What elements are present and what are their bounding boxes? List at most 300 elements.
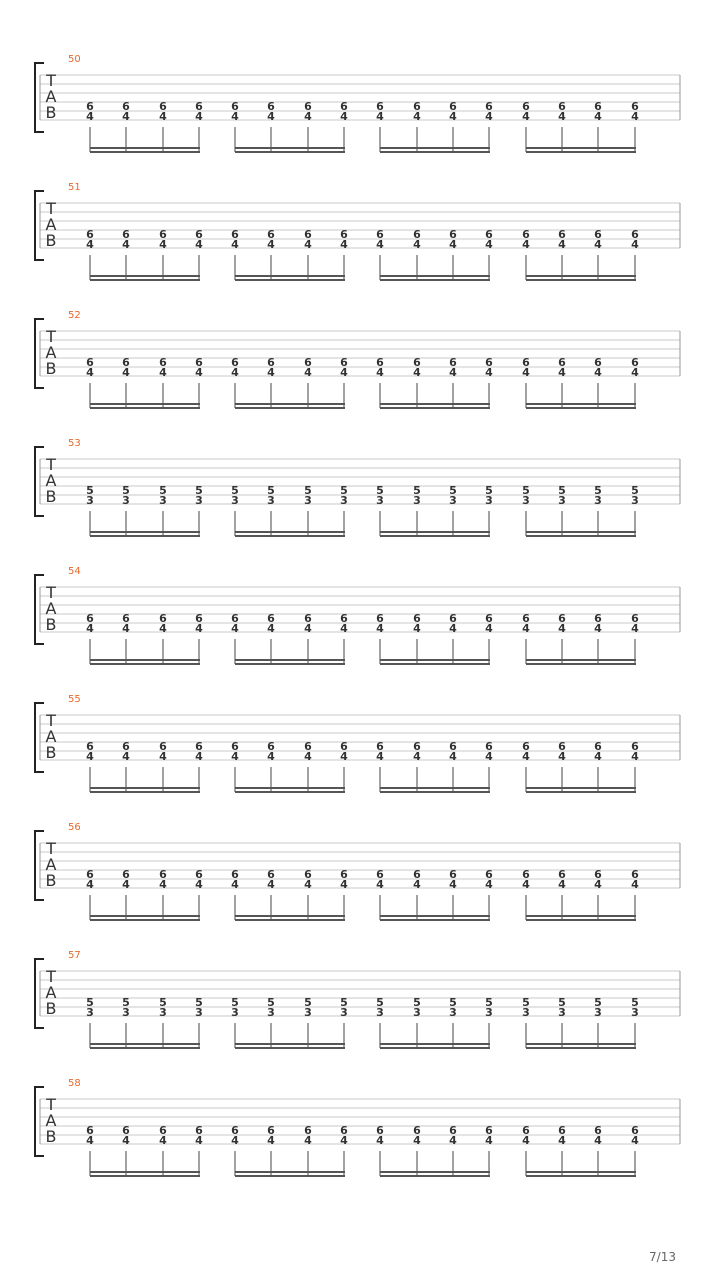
- fret-number-upper: 5: [86, 996, 94, 1009]
- fret-number-lower: 4: [195, 110, 203, 123]
- fret-number-upper: 5: [159, 996, 167, 1009]
- beam-primary: [235, 147, 345, 149]
- fret-number-upper: 6: [267, 1124, 275, 1137]
- fret-number-upper: 6: [195, 612, 203, 625]
- fret-number-upper: 5: [485, 996, 493, 1009]
- fret-number-lower: 4: [340, 1134, 348, 1147]
- fret-number-upper: 6: [449, 868, 457, 881]
- fret-number-lower: 4: [195, 878, 203, 891]
- fret-number-lower: 3: [376, 1006, 384, 1019]
- beam-secondary: [380, 1047, 490, 1049]
- fret-number-lower: 4: [304, 238, 312, 251]
- fret-number-upper: 6: [485, 356, 493, 369]
- fret-number-lower: 4: [340, 878, 348, 891]
- fret-number-upper: 6: [159, 612, 167, 625]
- fret-number-lower: 4: [159, 1134, 167, 1147]
- fret-number-upper: 5: [631, 484, 639, 497]
- fret-number-upper: 5: [267, 996, 275, 1009]
- fret-number-upper: 6: [631, 356, 639, 369]
- tab-clef-letter: T: [46, 839, 56, 858]
- beam-secondary: [235, 1175, 345, 1177]
- beam-secondary: [526, 535, 636, 537]
- fret-number-lower: 4: [122, 366, 130, 379]
- beam-primary: [380, 1171, 490, 1173]
- beam-secondary: [380, 663, 490, 665]
- tab-clef-letter: A: [45, 599, 57, 618]
- fret-number-upper: 6: [413, 868, 421, 881]
- beam-secondary: [526, 151, 636, 153]
- fret-number-upper: 6: [86, 612, 94, 625]
- fret-number-upper: 6: [304, 356, 312, 369]
- beam-secondary: [90, 663, 200, 665]
- tab-clef-letter: T: [46, 583, 56, 602]
- fret-number-lower: 4: [522, 238, 530, 251]
- fret-number-upper: 6: [304, 868, 312, 881]
- fret-number-upper: 5: [304, 484, 312, 497]
- tab-clef-letter: B: [45, 103, 57, 122]
- fret-number-upper: 5: [522, 484, 530, 497]
- fret-number-upper: 6: [522, 228, 530, 241]
- fret-number-upper: 6: [449, 228, 457, 241]
- fret-number-upper: 5: [522, 996, 530, 1009]
- fret-number-lower: 3: [449, 494, 457, 507]
- fret-number-lower: 4: [195, 1134, 203, 1147]
- beam-primary: [526, 659, 636, 661]
- fret-number-upper: 6: [485, 228, 493, 241]
- beam-primary: [90, 531, 200, 533]
- fret-number-lower: 4: [86, 1134, 94, 1147]
- fret-number-upper: 6: [594, 100, 602, 113]
- fret-number-lower: 4: [86, 878, 94, 891]
- fret-number-upper: 6: [304, 1124, 312, 1137]
- fret-number-upper: 6: [195, 740, 203, 753]
- tab-clef-letter: B: [45, 743, 57, 762]
- fret-number-lower: 3: [231, 494, 239, 507]
- fret-number-upper: 6: [122, 356, 130, 369]
- fret-number-upper: 6: [195, 100, 203, 113]
- fret-number-lower: 4: [558, 750, 566, 763]
- beam-secondary: [380, 407, 490, 409]
- beam-primary: [235, 275, 345, 277]
- beam-secondary: [235, 535, 345, 537]
- beam-secondary: [235, 663, 345, 665]
- fret-number-lower: 4: [558, 878, 566, 891]
- fret-number-lower: 4: [86, 110, 94, 123]
- fret-number-lower: 4: [522, 1134, 530, 1147]
- fret-number-upper: 6: [304, 612, 312, 625]
- fret-number-lower: 3: [86, 1006, 94, 1019]
- fret-number-upper: 6: [449, 612, 457, 625]
- fret-number-upper: 6: [594, 740, 602, 753]
- fret-number-upper: 6: [267, 740, 275, 753]
- fret-number-upper: 5: [558, 484, 566, 497]
- fret-number-upper: 5: [558, 996, 566, 1009]
- beam-secondary: [90, 407, 200, 409]
- fret-number-upper: 6: [631, 868, 639, 881]
- fret-number-upper: 6: [195, 356, 203, 369]
- fret-number-upper: 6: [594, 612, 602, 625]
- fret-number-lower: 4: [231, 366, 239, 379]
- fret-number-lower: 3: [195, 494, 203, 507]
- fret-number-lower: 3: [558, 494, 566, 507]
- fret-number-lower: 4: [267, 878, 275, 891]
- beam-primary: [380, 147, 490, 149]
- tab-clef-letter: A: [45, 983, 57, 1002]
- fret-number-upper: 6: [558, 612, 566, 625]
- beam-secondary: [90, 535, 200, 537]
- beam-primary: [235, 787, 345, 789]
- fret-number-lower: 4: [631, 878, 639, 891]
- fret-number-lower: 4: [86, 622, 94, 635]
- fret-number-lower: 3: [449, 1006, 457, 1019]
- fret-number-lower: 4: [231, 238, 239, 251]
- fret-number-upper: 6: [304, 100, 312, 113]
- fret-number-upper: 6: [86, 740, 94, 753]
- beam-secondary: [90, 151, 200, 153]
- fret-number-upper: 6: [594, 228, 602, 241]
- fret-number-upper: 6: [558, 228, 566, 241]
- fret-number-lower: 3: [195, 1006, 203, 1019]
- fret-number-lower: 4: [522, 366, 530, 379]
- fret-number-lower: 3: [413, 1006, 421, 1019]
- fret-number-lower: 4: [522, 750, 530, 763]
- beam-secondary: [526, 1175, 636, 1177]
- fret-number-upper: 6: [231, 356, 239, 369]
- fret-number-lower: 4: [304, 110, 312, 123]
- beam-secondary: [526, 1047, 636, 1049]
- fret-number-upper: 6: [485, 740, 493, 753]
- beam-primary: [235, 659, 345, 661]
- fret-number-lower: 4: [340, 238, 348, 251]
- fret-number-lower: 4: [267, 110, 275, 123]
- fret-number-upper: 6: [159, 1124, 167, 1137]
- fret-number-upper: 6: [449, 100, 457, 113]
- fret-number-lower: 3: [340, 494, 348, 507]
- fret-number-lower: 4: [485, 750, 493, 763]
- beam-secondary: [235, 919, 345, 921]
- fret-number-lower: 4: [304, 1134, 312, 1147]
- fret-number-upper: 6: [267, 356, 275, 369]
- fret-number-lower: 4: [376, 366, 384, 379]
- fret-number-lower: 4: [558, 366, 566, 379]
- fret-number-lower: 4: [231, 750, 239, 763]
- fret-number-upper: 6: [267, 868, 275, 881]
- fret-number-lower: 4: [86, 238, 94, 251]
- fret-number-upper: 5: [122, 996, 130, 1009]
- fret-number-upper: 5: [231, 484, 239, 497]
- fret-number-upper: 6: [340, 228, 348, 241]
- fret-number-lower: 4: [413, 878, 421, 891]
- fret-number-lower: 4: [376, 1134, 384, 1147]
- beam-primary: [526, 147, 636, 149]
- beam-primary: [90, 147, 200, 149]
- fret-number-lower: 3: [122, 494, 130, 507]
- beam-secondary: [90, 791, 200, 793]
- beam-secondary: [235, 1047, 345, 1049]
- tab-system: [35, 950, 680, 1049]
- fret-number-upper: 6: [86, 1124, 94, 1137]
- fret-number-lower: 4: [267, 238, 275, 251]
- fret-number-upper: 5: [449, 484, 457, 497]
- fret-number-lower: 4: [231, 110, 239, 123]
- beam-secondary: [380, 279, 490, 281]
- fret-number-upper: 6: [340, 612, 348, 625]
- tab-clef-letter: B: [45, 1127, 57, 1146]
- fret-number-lower: 4: [413, 622, 421, 635]
- fret-number-lower: 4: [304, 750, 312, 763]
- fret-number-upper: 6: [594, 356, 602, 369]
- tab-clef-letter: B: [45, 359, 57, 378]
- fret-number-upper: 6: [159, 740, 167, 753]
- beam-secondary: [380, 919, 490, 921]
- fret-number-upper: 6: [195, 228, 203, 241]
- fret-number-lower: 4: [304, 878, 312, 891]
- beam-primary: [235, 403, 345, 405]
- beam-primary: [526, 1043, 636, 1045]
- fret-number-lower: 4: [558, 110, 566, 123]
- fret-number-lower: 4: [340, 110, 348, 123]
- fret-number-upper: 6: [376, 612, 384, 625]
- fret-number-lower: 4: [631, 622, 639, 635]
- tab-clef-letter: T: [46, 455, 56, 474]
- fret-number-upper: 6: [86, 100, 94, 113]
- fret-number-lower: 4: [413, 750, 421, 763]
- fret-number-lower: 4: [522, 878, 530, 891]
- fret-number-upper: 6: [376, 356, 384, 369]
- beam-primary: [90, 659, 200, 661]
- fret-number-upper: 5: [231, 996, 239, 1009]
- fret-number-lower: 4: [376, 110, 384, 123]
- fret-number-lower: 3: [122, 1006, 130, 1019]
- fret-number-lower: 4: [267, 622, 275, 635]
- fret-number-lower: 4: [631, 238, 639, 251]
- fret-number-upper: 6: [340, 740, 348, 753]
- fret-number-lower: 3: [267, 1006, 275, 1019]
- fret-number-upper: 6: [376, 100, 384, 113]
- fret-number-lower: 3: [159, 494, 167, 507]
- beam-primary: [380, 275, 490, 277]
- fret-number-lower: 4: [195, 622, 203, 635]
- fret-number-lower: 4: [340, 622, 348, 635]
- fret-number-lower: 3: [413, 494, 421, 507]
- fret-number-upper: 6: [86, 228, 94, 241]
- beam-primary: [235, 531, 345, 533]
- fret-number-lower: 4: [522, 110, 530, 123]
- fret-number-lower: 4: [413, 1134, 421, 1147]
- fret-number-lower: 4: [304, 366, 312, 379]
- fret-number-upper: 6: [594, 868, 602, 881]
- fret-number-lower: 4: [594, 750, 602, 763]
- tab-clef-letter: A: [45, 471, 57, 490]
- tab-clef-letter: A: [45, 215, 57, 234]
- fret-number-upper: 6: [231, 740, 239, 753]
- fret-number-lower: 4: [122, 110, 130, 123]
- fret-number-upper: 6: [631, 100, 639, 113]
- fret-number-upper: 5: [122, 484, 130, 497]
- fret-number-upper: 6: [485, 1124, 493, 1137]
- fret-number-lower: 3: [304, 1006, 312, 1019]
- fret-number-upper: 6: [485, 868, 493, 881]
- fret-number-upper: 5: [195, 484, 203, 497]
- beam-secondary: [90, 919, 200, 921]
- measure-number: 51: [68, 182, 81, 193]
- tab-clef-letter: B: [45, 999, 57, 1018]
- fret-number-lower: 4: [558, 238, 566, 251]
- tab-system: [35, 694, 680, 793]
- fret-number-lower: 4: [376, 878, 384, 891]
- beam-secondary: [380, 151, 490, 153]
- beam-primary: [380, 915, 490, 917]
- beam-secondary: [235, 407, 345, 409]
- beam-primary: [380, 1043, 490, 1045]
- fret-number-upper: 6: [522, 868, 530, 881]
- fret-number-lower: 4: [86, 366, 94, 379]
- tab-clef-letter: T: [46, 71, 56, 90]
- fret-number-lower: 4: [159, 750, 167, 763]
- fret-number-lower: 4: [594, 878, 602, 891]
- tab-clef-letter: A: [45, 1111, 57, 1130]
- fret-number-lower: 3: [594, 1006, 602, 1019]
- fret-number-upper: 6: [631, 612, 639, 625]
- beam-primary: [380, 403, 490, 405]
- fret-number-lower: 4: [594, 110, 602, 123]
- beam-secondary: [526, 919, 636, 921]
- beam-secondary: [90, 279, 200, 281]
- measure-number: 57: [68, 950, 81, 961]
- fret-number-upper: 6: [449, 356, 457, 369]
- measure-number: 56: [68, 822, 81, 833]
- beam-primary: [235, 1171, 345, 1173]
- fret-number-lower: 4: [304, 622, 312, 635]
- measure-number: 58: [68, 1078, 81, 1089]
- fret-number-lower: 3: [594, 494, 602, 507]
- beam-primary: [526, 1171, 636, 1173]
- fret-number-lower: 4: [558, 622, 566, 635]
- fret-number-upper: 6: [376, 740, 384, 753]
- fret-number-upper: 6: [558, 1124, 566, 1137]
- fret-number-upper: 6: [267, 228, 275, 241]
- fret-number-upper: 6: [340, 1124, 348, 1137]
- beam-secondary: [380, 1175, 490, 1177]
- fret-number-upper: 5: [594, 996, 602, 1009]
- fret-number-lower: 4: [594, 622, 602, 635]
- fret-number-upper: 5: [376, 996, 384, 1009]
- measure-number: 50: [68, 54, 81, 65]
- beam-primary: [235, 1043, 345, 1045]
- measure-number: 52: [68, 310, 81, 321]
- beam-secondary: [380, 535, 490, 537]
- beam-secondary: [380, 791, 490, 793]
- beam-primary: [90, 1043, 200, 1045]
- beam-secondary: [235, 151, 345, 153]
- tab-system: [35, 310, 680, 409]
- fret-number-lower: 4: [122, 878, 130, 891]
- fret-number-lower: 3: [376, 494, 384, 507]
- fret-number-upper: 6: [195, 1124, 203, 1137]
- fret-number-upper: 5: [485, 484, 493, 497]
- fret-number-upper: 6: [231, 1124, 239, 1137]
- fret-number-lower: 4: [231, 878, 239, 891]
- fret-number-lower: 4: [631, 366, 639, 379]
- fret-number-upper: 6: [413, 228, 421, 241]
- fret-number-lower: 4: [631, 750, 639, 763]
- beam-primary: [380, 787, 490, 789]
- fret-number-lower: 4: [195, 238, 203, 251]
- fret-number-lower: 3: [522, 1006, 530, 1019]
- fret-number-lower: 4: [594, 238, 602, 251]
- fret-number-upper: 6: [522, 356, 530, 369]
- tab-clef-letter: T: [46, 1095, 56, 1114]
- fret-number-lower: 4: [231, 1134, 239, 1147]
- fret-number-lower: 3: [631, 494, 639, 507]
- fret-number-upper: 6: [267, 612, 275, 625]
- fret-number-upper: 5: [594, 484, 602, 497]
- fret-number-upper: 6: [413, 612, 421, 625]
- fret-number-lower: 4: [195, 750, 203, 763]
- beam-secondary: [526, 279, 636, 281]
- fret-number-upper: 6: [122, 868, 130, 881]
- fret-number-upper: 6: [413, 740, 421, 753]
- fret-number-upper: 5: [413, 996, 421, 1009]
- fret-number-lower: 4: [122, 622, 130, 635]
- beam-secondary: [526, 663, 636, 665]
- fret-number-lower: 4: [376, 750, 384, 763]
- fret-number-upper: 6: [159, 356, 167, 369]
- fret-number-upper: 6: [376, 1124, 384, 1137]
- beam-primary: [526, 787, 636, 789]
- tab-clef-letter: B: [45, 487, 57, 506]
- fret-number-upper: 6: [522, 1124, 530, 1137]
- fret-number-lower: 4: [485, 366, 493, 379]
- fret-number-upper: 5: [86, 484, 94, 497]
- beam-secondary: [235, 791, 345, 793]
- fret-number-upper: 5: [413, 484, 421, 497]
- measure-number: 53: [68, 438, 81, 449]
- fret-number-upper: 6: [631, 1124, 639, 1137]
- beam-primary: [526, 275, 636, 277]
- beam-primary: [526, 531, 636, 533]
- fret-number-lower: 4: [86, 750, 94, 763]
- beam-primary: [380, 659, 490, 661]
- fret-number-upper: 6: [340, 356, 348, 369]
- fret-number-upper: 5: [449, 996, 457, 1009]
- fret-number-lower: 4: [522, 622, 530, 635]
- fret-number-lower: 3: [558, 1006, 566, 1019]
- fret-number-upper: 6: [159, 100, 167, 113]
- fret-number-lower: 3: [231, 1006, 239, 1019]
- fret-number-upper: 6: [449, 740, 457, 753]
- fret-number-upper: 6: [195, 868, 203, 881]
- fret-number-lower: 4: [340, 750, 348, 763]
- fret-number-lower: 4: [159, 622, 167, 635]
- fret-number-upper: 5: [304, 996, 312, 1009]
- fret-number-lower: 4: [340, 366, 348, 379]
- tab-system: [35, 1078, 680, 1177]
- fret-number-upper: 6: [231, 612, 239, 625]
- fret-number-lower: 4: [485, 110, 493, 123]
- beam-primary: [90, 787, 200, 789]
- beam-primary: [526, 403, 636, 405]
- fret-number-lower: 4: [159, 366, 167, 379]
- fret-number-upper: 6: [558, 740, 566, 753]
- fret-number-upper: 5: [340, 996, 348, 1009]
- fret-number-lower: 4: [485, 1134, 493, 1147]
- fret-number-lower: 4: [449, 238, 457, 251]
- tab-clef-letter: B: [45, 871, 57, 890]
- fret-number-upper: 6: [122, 228, 130, 241]
- fret-number-lower: 4: [413, 366, 421, 379]
- tab-clef-letter: T: [46, 199, 56, 218]
